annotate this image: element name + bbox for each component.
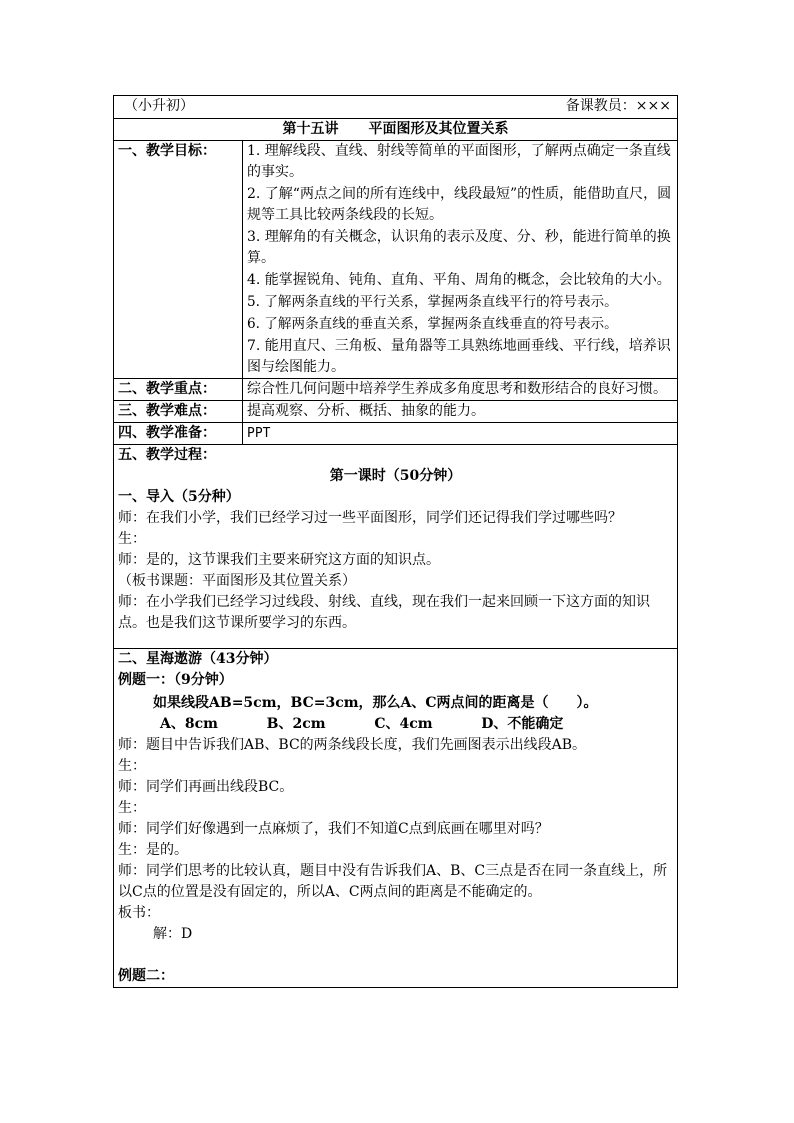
- lesson-title: 第一课时（50分钟）: [329, 468, 462, 484]
- difficulties-label: 三、教学难点：: [114, 401, 243, 423]
- activity-row: [114, 649, 678, 988]
- dialogue-line: 生：是的。: [118, 842, 188, 858]
- difficulties-row: [114, 401, 678, 423]
- title-row: [114, 119, 678, 141]
- key-points-content: 综合性几何问题中培养学生养成多角度思考和数形结合的良好习惯。: [243, 379, 678, 401]
- dialogue-line: 师：同学们再画出线段BC。: [118, 779, 294, 795]
- goal-item: 5. 了解两条直线的平行关系，掌握两条直线平行的符号表示。: [247, 294, 618, 310]
- dialogue-line: 师：同学们思考的比较认真，题目中没有告诉我们A、B、C三点是否在同一条直线上，所以C点的位置是没有固定的，所以A、C两点间的距离是不能确定的。: [118, 863, 668, 900]
- example1-options: A、8cm B、2cm C、4cm D、不能确定: [160, 716, 564, 732]
- intro-line: 生：: [118, 531, 146, 547]
- lesson-plan-page: [113, 95, 677, 988]
- intro-line: 师：是的，这节课我们主要来研究这方面的知识点。: [118, 552, 440, 568]
- header-grade-label: （小升初）: [114, 96, 243, 119]
- intro-line: 师：在我们小学，我们已经学习过一些平面图形，同学们还记得我们学过哪些吗？: [118, 510, 622, 526]
- goal-item: 4. 能掌握锐角、钝角、直角、平角、周角的概念，会比较角的大小。: [247, 272, 671, 288]
- lesson-plan-table: [113, 95, 678, 988]
- intro-line: 师：在小学我们已经学习过线段、射线、直线，现在我们一起来回顾一下这方面的知识点。也是我们这节课所要学习的东西。: [118, 594, 650, 631]
- goals-label: 一、教学目标：: [114, 141, 243, 379]
- lecture-title: [114, 119, 678, 141]
- key-points-label: 二、教学重点：: [114, 379, 243, 401]
- preparation-row: [114, 423, 678, 445]
- part2-heading: 二、星海遨游（43分钟）: [118, 651, 278, 667]
- header-row: [114, 96, 678, 119]
- difficulties-content: 提高观察、分析、概括、抽象的能力。: [243, 401, 678, 423]
- example1-heading: 例题一：（9分钟）: [118, 672, 233, 688]
- dialogue-line: 板书：: [118, 905, 160, 921]
- goal-item: 3. 理解角的有关概念，认识角的表示及度、分、秒，能进行简单的换算。: [247, 229, 671, 266]
- goal-item: 1. 理解线段、直线、射线等简单的平面图形，了解两点确定一条直线的事实。: [247, 143, 671, 180]
- process-label: 五、教学过程：: [118, 447, 216, 463]
- dialogue-line: 师：题目中告诉我们AB、BC的两条线段长度，我们先画图表示出线段AB。: [118, 737, 587, 753]
- preparation-content: PPT: [243, 423, 678, 445]
- process-content: [114, 445, 678, 649]
- answer-line: 解：D: [153, 926, 193, 942]
- lecture-topic: 平面图形及其位置关系: [368, 121, 509, 137]
- dialogue-line: 师：同学们好像遇到一点麻烦了，我们不知道C点到底画在哪里对吗？: [118, 821, 549, 837]
- goals-content: [243, 141, 678, 379]
- header-teacher-label: 备课教员：×××: [243, 96, 678, 119]
- example1-question: 如果线段AB=5cm，BC=3cm，那么A、C两点间的距离是（ ）。: [153, 695, 598, 711]
- goal-item: 7. 能用直尺、三角板、量角器等工具熟练地画垂线、平行线，培养识图与绘图能力。: [247, 338, 671, 375]
- process-row: [114, 445, 678, 649]
- activity-content: [114, 649, 678, 988]
- preparation-label: 四、教学准备：: [114, 423, 243, 445]
- dialogue-line: 生：: [118, 758, 146, 774]
- intro-heading: 一、导入（5分种）: [118, 489, 240, 505]
- goal-item: 2. 了解“两点之间的所有连线中，线段最短”的性质，能借助直尺，圆规等工具比较两条线段的长短。: [247, 186, 672, 223]
- lecture-number: 第十五讲: [282, 121, 339, 137]
- key-points-row: [114, 379, 678, 401]
- goal-item: 6. 了解两条直线的垂直关系，掌握两条直线垂直的符号表示。: [247, 316, 618, 332]
- blank-line: [118, 945, 673, 966]
- goals-row: [114, 141, 678, 379]
- intro-line: （板书课题：平面图形及其位置关系）: [118, 573, 356, 589]
- dialogue-line: 生：: [118, 800, 146, 816]
- example2-heading: 例题二：: [118, 968, 174, 984]
